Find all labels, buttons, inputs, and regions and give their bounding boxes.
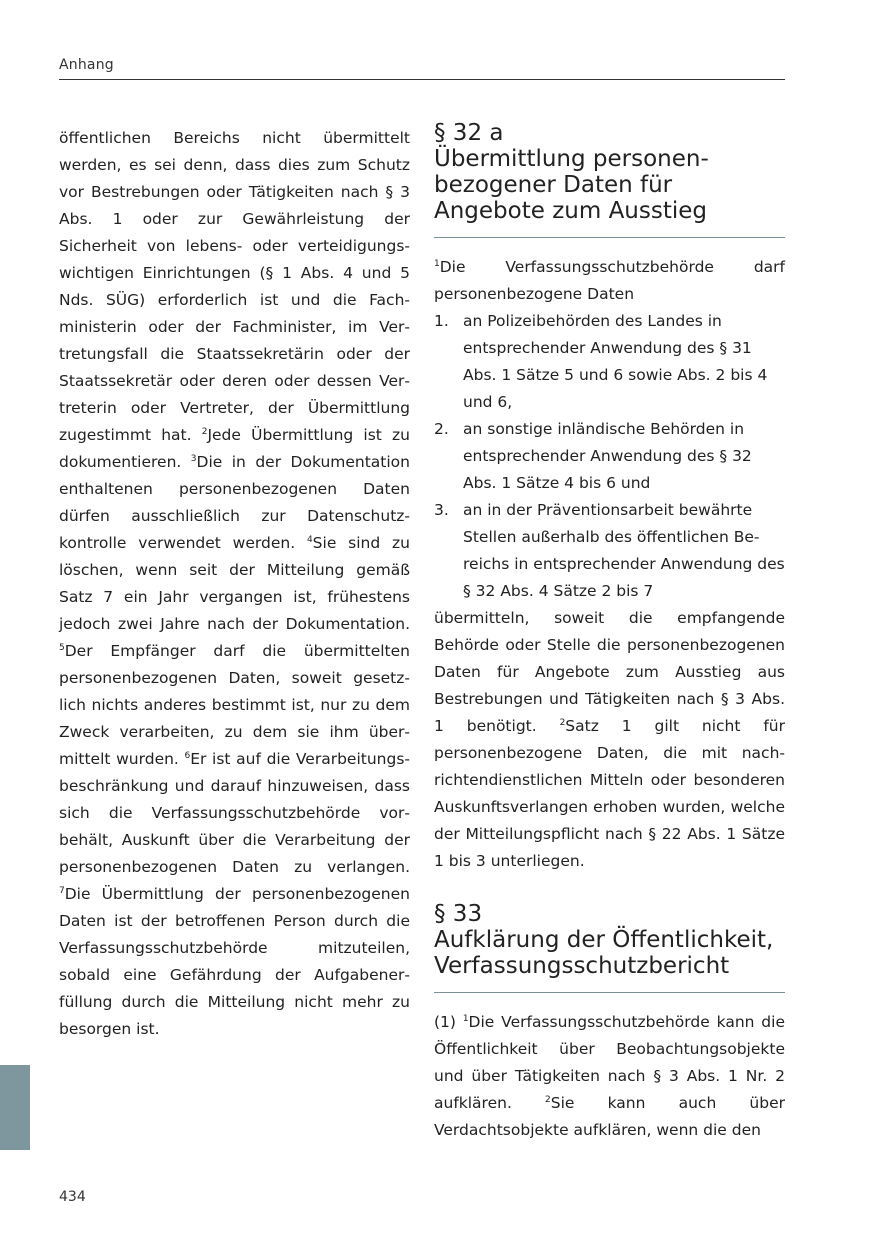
right-column xyxy=(434,120,785,1144)
list-item-text: an Polizeibehörden des Landes in entsprechender Anwendung des § 31 Abs. 1 Sätze 5 und 6 sowie Abs. 2 bis 4 und 6, xyxy=(463,312,768,411)
left-paragraph xyxy=(59,125,410,1043)
sentence-number: 2 xyxy=(201,426,208,437)
text-run: Jede Übermittlung ist zu dokumentieren. xyxy=(59,426,411,471)
sentence-number: 2 xyxy=(545,1094,551,1105)
sentence-number: 3 xyxy=(190,453,197,464)
list-item xyxy=(434,416,785,497)
text-run: Der Empfänger darf die übermittelten personenbezogenen Daten, soweit gesetzlich nichts anderes bestimmt ist, nur zu dem Zweck verarbeiten, zu dem sie ihm übermittelt wurden. xyxy=(59,642,410,768)
list-item-text: an in der Präventionsarbeit bewährte Stellen außerhalb des öffentlichen Bereichs in entsprechender Anwendung des § 32 Abs. 4 Sätze 2 bis 7 xyxy=(463,501,785,600)
section-paragraph xyxy=(434,1009,785,1144)
text-run: Die Verfassungsschutzbehörde kann die Öffentlichkeit über Beobachtungsobjekte und über Tätigkeiten nach § 3 Abs. 1 Nr. 2 aufklären. xyxy=(434,1013,785,1112)
section-closing xyxy=(434,605,785,875)
list-item-number: 2. xyxy=(434,420,449,438)
sentence-number: 7 xyxy=(59,885,65,896)
sentence-number: 1 xyxy=(434,258,440,269)
text-run: Satz 1 gilt nicht für personenbezogene Daten, die mit nachrichtendienstlichen Mitteln oder besonderen Auskunftsverlangen erhoben wurden, welche der Mitteilungspflicht nach § 22 Abs. 1 Sätze 1 bis 3 unterliegen. xyxy=(434,717,786,870)
text-run: Er ist auf die Verarbeitungsbeschränkung und darauf hinzuweisen, dass sich die Verfassungsschutzbehörde vorbehält, Auskunft über die Verarbeitung der personenbezogenen Daten zu verlangen. xyxy=(59,750,410,876)
enumeration-list xyxy=(434,308,785,605)
text-run: öffentlichen Bereichs nicht übermittelt werden, es sei denn, dass dies zum Schutz vor Bestrebungen oder Tätigkeiten nach § 3 Abs. 1 oder zur Gewährleistung der Sicherheit von lebens- oder verteidigungswichtigen Einrichtungen (§ 1 Abs. 4 und 5 Nds. SÜG) erforderlich ist und die Fachministerin oder der Fachminister, im Vertretungsfall die Staatssekretärin oder der Staatssekretär oder deren oder dessen Vertreterin oder Vertreter, der Übermittlung zugestimmt hat. xyxy=(59,129,410,444)
section-33 xyxy=(434,901,785,1144)
text-run: übermitteln, soweit die empfangende Behörde oder Stelle die personenbezogenen Daten für Angebote zum Ausstieg aus Bestrebungen und Tätigkeiten nach § 3 Abs. 1 benötigt. xyxy=(434,609,785,735)
text-run: Die Übermittlung der personenbezogenen Daten ist der betroffenen Person durch die Verfassungsschutzbehörde mitzuteilen, sobald eine Gefährdung der Aufgabenerfüllung durch die Mitteilung nicht mehr zu besorgen ist. xyxy=(59,885,410,1038)
list-item-number: 1. xyxy=(434,312,449,330)
paragraph-label: (1) xyxy=(434,1013,463,1031)
section-number: § 33 xyxy=(434,901,483,927)
section-title: Aufklärung der Öffentlichkeit, Verfassungsschutzbericht xyxy=(434,927,774,979)
running-head: Anhang xyxy=(59,57,114,73)
sentence-number: 1 xyxy=(462,1013,469,1024)
sentence-number: 4 xyxy=(306,534,313,545)
section-number: § 32 a xyxy=(434,120,504,146)
page-number: 434 xyxy=(59,1189,86,1205)
section-rule xyxy=(434,992,785,993)
list-item-text: an sonstige inländische Behörden in entsprechender Anwendung des § 32 Abs. 1 Sätze 4 bis 6 und xyxy=(463,420,752,492)
header-rule xyxy=(59,79,785,80)
chapter-tab-marker xyxy=(0,1065,30,1150)
text-run: Die Verfassungsschutzbehörde darf personenbezogene Daten xyxy=(434,258,785,303)
text-run: Sie kann auch über Verdachtsobjekte aufklären, wenn die den xyxy=(434,1094,785,1139)
text-run: Die in der Dokumentation enthaltenen personenbezogenen Daten dürfen ausschließlich zur Datenschutzkontrolle verwendet werden. xyxy=(59,453,410,552)
sentence-number: 2 xyxy=(559,717,566,728)
sentence-number: 5 xyxy=(59,642,65,653)
section-32a xyxy=(434,120,785,875)
list-item xyxy=(434,308,785,416)
section-gap xyxy=(434,875,785,901)
section-title: Übermittlung personenbezogener Daten für Angebote zum Ausstieg xyxy=(434,146,709,224)
text-run: Sie sind zu löschen, wenn seit der Mitteilung gemäß Satz 7 ein Jahr vergangen ist, frühestens jedoch zwei Jahre nach der Dokumentation. xyxy=(59,534,410,633)
section-intro xyxy=(434,254,785,308)
left-column xyxy=(59,125,410,1043)
list-item xyxy=(434,497,785,605)
section-rule xyxy=(434,237,785,238)
list-item-number: 3. xyxy=(434,501,449,519)
sentence-number: 6 xyxy=(184,750,191,761)
